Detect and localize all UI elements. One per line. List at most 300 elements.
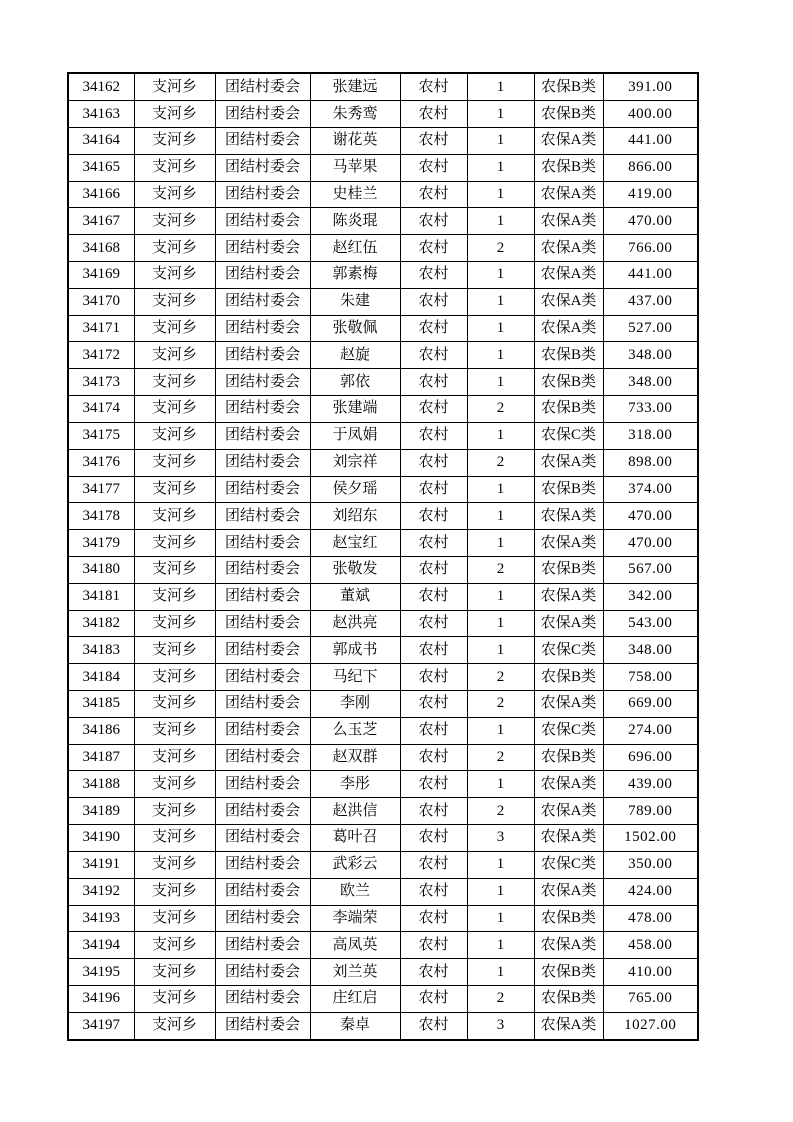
cell-count: 1 — [467, 315, 534, 342]
cell-count: 1 — [467, 530, 534, 557]
cell-record_id: 34163 — [68, 101, 134, 128]
cell-person_name: 谢花英 — [310, 127, 400, 154]
table-row — [68, 717, 698, 744]
table-row — [68, 905, 698, 932]
cell-village_committee: 团结村委会 — [215, 1012, 310, 1040]
cell-village_committee: 团结村委会 — [215, 932, 310, 959]
cell-count: 3 — [467, 825, 534, 852]
cell-record_id: 34187 — [68, 744, 134, 771]
cell-count: 1 — [467, 771, 534, 798]
cell-record_id: 34189 — [68, 798, 134, 825]
cell-amount_yuan: 274.00 — [603, 717, 698, 744]
cell-village_committee: 团结村委会 — [215, 262, 310, 289]
table-row — [68, 530, 698, 557]
cell-person_name: 董斌 — [310, 583, 400, 610]
cell-insurance_category: 农保A类 — [534, 1012, 603, 1040]
cell-township: 支河乡 — [134, 798, 215, 825]
cell-village_committee: 团结村委会 — [215, 396, 310, 423]
cell-township: 支河乡 — [134, 422, 215, 449]
cell-residence_type: 农村 — [400, 208, 467, 235]
cell-amount_yuan: 470.00 — [603, 503, 698, 530]
cell-person_name: 葛叶召 — [310, 825, 400, 852]
cell-amount_yuan: 439.00 — [603, 771, 698, 798]
cell-village_committee: 团结村委会 — [215, 154, 310, 181]
cell-residence_type: 农村 — [400, 878, 467, 905]
table-row — [68, 262, 698, 289]
cell-person_name: 李彤 — [310, 771, 400, 798]
cell-village_committee: 团结村委会 — [215, 637, 310, 664]
cell-amount_yuan: 342.00 — [603, 583, 698, 610]
cell-person_name: 马纪下 — [310, 664, 400, 691]
cell-person_name: 么玉芝 — [310, 717, 400, 744]
cell-amount_yuan: 350.00 — [603, 851, 698, 878]
records-table-body — [68, 73, 698, 1040]
cell-insurance_category: 农保C类 — [534, 717, 603, 744]
cell-insurance_category: 农保A类 — [534, 798, 603, 825]
table-row — [68, 342, 698, 369]
cell-person_name: 庄红启 — [310, 985, 400, 1012]
cell-person_name: 赵旋 — [310, 342, 400, 369]
cell-township: 支河乡 — [134, 825, 215, 852]
cell-amount_yuan: 696.00 — [603, 744, 698, 771]
cell-residence_type: 农村 — [400, 449, 467, 476]
cell-amount_yuan: 478.00 — [603, 905, 698, 932]
cell-count: 2 — [467, 556, 534, 583]
cell-residence_type: 农村 — [400, 476, 467, 503]
cell-person_name: 赵双群 — [310, 744, 400, 771]
cell-person_name: 武彩云 — [310, 851, 400, 878]
cell-residence_type: 农村 — [400, 315, 467, 342]
cell-residence_type: 农村 — [400, 154, 467, 181]
cell-record_id: 34178 — [68, 503, 134, 530]
cell-township: 支河乡 — [134, 208, 215, 235]
cell-township: 支河乡 — [134, 127, 215, 154]
cell-township: 支河乡 — [134, 556, 215, 583]
cell-record_id: 34185 — [68, 691, 134, 718]
cell-record_id: 34181 — [68, 583, 134, 610]
cell-township: 支河乡 — [134, 262, 215, 289]
cell-insurance_category: 农保B类 — [534, 905, 603, 932]
cell-person_name: 朱建 — [310, 288, 400, 315]
table-row — [68, 449, 698, 476]
cell-residence_type: 农村 — [400, 262, 467, 289]
table-row — [68, 771, 698, 798]
cell-count: 1 — [467, 342, 534, 369]
cell-insurance_category: 农保A类 — [534, 127, 603, 154]
cell-insurance_category: 农保B类 — [534, 369, 603, 396]
cell-amount_yuan: 866.00 — [603, 154, 698, 181]
table-row — [68, 288, 698, 315]
cell-residence_type: 农村 — [400, 530, 467, 557]
cell-village_committee: 团结村委会 — [215, 422, 310, 449]
cell-person_name: 李端荣 — [310, 905, 400, 932]
cell-village_committee: 团结村委会 — [215, 798, 310, 825]
cell-township: 支河乡 — [134, 315, 215, 342]
cell-count: 1 — [467, 959, 534, 986]
table-row — [68, 851, 698, 878]
cell-record_id: 34182 — [68, 610, 134, 637]
cell-record_id: 34175 — [68, 422, 134, 449]
cell-count: 2 — [467, 664, 534, 691]
cell-amount_yuan: 318.00 — [603, 422, 698, 449]
cell-amount_yuan: 669.00 — [603, 691, 698, 718]
table-row — [68, 503, 698, 530]
table-row — [68, 691, 698, 718]
cell-township: 支河乡 — [134, 583, 215, 610]
cell-count: 1 — [467, 262, 534, 289]
cell-township: 支河乡 — [134, 851, 215, 878]
cell-insurance_category: 农保A类 — [534, 315, 603, 342]
cell-count: 1 — [467, 127, 534, 154]
cell-record_id: 34188 — [68, 771, 134, 798]
cell-township: 支河乡 — [134, 985, 215, 1012]
table-row — [68, 744, 698, 771]
table-row — [68, 101, 698, 128]
cell-count: 1 — [467, 637, 534, 664]
table-row — [68, 1012, 698, 1040]
cell-residence_type: 农村 — [400, 985, 467, 1012]
table-row — [68, 637, 698, 664]
cell-residence_type: 农村 — [400, 905, 467, 932]
cell-person_name: 李刚 — [310, 691, 400, 718]
cell-township: 支河乡 — [134, 73, 215, 101]
cell-amount_yuan: 470.00 — [603, 530, 698, 557]
cell-person_name: 欧兰 — [310, 878, 400, 905]
cell-record_id: 34180 — [68, 556, 134, 583]
cell-record_id: 34165 — [68, 154, 134, 181]
cell-township: 支河乡 — [134, 503, 215, 530]
cell-person_name: 侯夕瑶 — [310, 476, 400, 503]
cell-residence_type: 农村 — [400, 932, 467, 959]
table-row — [68, 583, 698, 610]
cell-village_committee: 团结村委会 — [215, 825, 310, 852]
cell-person_name: 赵宝红 — [310, 530, 400, 557]
cell-person_name: 赵洪亮 — [310, 610, 400, 637]
cell-count: 1 — [467, 154, 534, 181]
cell-amount_yuan: 348.00 — [603, 637, 698, 664]
cell-record_id: 34179 — [68, 530, 134, 557]
cell-amount_yuan: 567.00 — [603, 556, 698, 583]
table-row — [68, 556, 698, 583]
cell-village_committee: 团结村委会 — [215, 905, 310, 932]
cell-count: 1 — [467, 288, 534, 315]
cell-person_name: 张敬发 — [310, 556, 400, 583]
cell-amount_yuan: 789.00 — [603, 798, 698, 825]
cell-amount_yuan: 391.00 — [603, 73, 698, 101]
cell-village_committee: 团结村委会 — [215, 851, 310, 878]
cell-amount_yuan: 733.00 — [603, 396, 698, 423]
cell-township: 支河乡 — [134, 691, 215, 718]
cell-person_name: 史桂兰 — [310, 181, 400, 208]
cell-township: 支河乡 — [134, 610, 215, 637]
cell-residence_type: 农村 — [400, 583, 467, 610]
cell-record_id: 34170 — [68, 288, 134, 315]
cell-residence_type: 农村 — [400, 637, 467, 664]
cell-person_name: 高凤英 — [310, 932, 400, 959]
table-row — [68, 208, 698, 235]
cell-insurance_category: 农保B类 — [534, 959, 603, 986]
cell-person_name: 刘绍东 — [310, 503, 400, 530]
table-row — [68, 878, 698, 905]
cell-residence_type: 农村 — [400, 825, 467, 852]
cell-insurance_category: 农保C类 — [534, 422, 603, 449]
cell-record_id: 34192 — [68, 878, 134, 905]
cell-record_id: 34191 — [68, 851, 134, 878]
cell-insurance_category: 农保B类 — [534, 154, 603, 181]
cell-village_committee: 团结村委会 — [215, 288, 310, 315]
cell-person_name: 马苹果 — [310, 154, 400, 181]
cell-count: 2 — [467, 235, 534, 262]
cell-residence_type: 农村 — [400, 181, 467, 208]
cell-record_id: 34186 — [68, 717, 134, 744]
cell-township: 支河乡 — [134, 905, 215, 932]
cell-township: 支河乡 — [134, 1012, 215, 1040]
cell-residence_type: 农村 — [400, 798, 467, 825]
cell-record_id: 34183 — [68, 637, 134, 664]
cell-record_id: 34173 — [68, 369, 134, 396]
cell-person_name: 赵红伍 — [310, 235, 400, 262]
cell-township: 支河乡 — [134, 959, 215, 986]
cell-village_committee: 团结村委会 — [215, 959, 310, 986]
cell-residence_type: 农村 — [400, 717, 467, 744]
cell-township: 支河乡 — [134, 449, 215, 476]
cell-township: 支河乡 — [134, 717, 215, 744]
cell-township: 支河乡 — [134, 288, 215, 315]
cell-residence_type: 农村 — [400, 101, 467, 128]
table-row — [68, 315, 698, 342]
cell-residence_type: 农村 — [400, 771, 467, 798]
cell-amount_yuan: 458.00 — [603, 932, 698, 959]
cell-count: 1 — [467, 181, 534, 208]
cell-township: 支河乡 — [134, 530, 215, 557]
cell-amount_yuan: 400.00 — [603, 101, 698, 128]
table-row — [68, 396, 698, 423]
cell-residence_type: 农村 — [400, 959, 467, 986]
cell-township: 支河乡 — [134, 342, 215, 369]
cell-insurance_category: 农保B类 — [534, 985, 603, 1012]
cell-township: 支河乡 — [134, 101, 215, 128]
cell-person_name: 赵洪信 — [310, 798, 400, 825]
cell-village_committee: 团结村委会 — [215, 583, 310, 610]
cell-amount_yuan: 766.00 — [603, 235, 698, 262]
cell-record_id: 34194 — [68, 932, 134, 959]
cell-residence_type: 农村 — [400, 422, 467, 449]
cell-residence_type: 农村 — [400, 396, 467, 423]
cell-amount_yuan: 1502.00 — [603, 825, 698, 852]
cell-record_id: 34190 — [68, 825, 134, 852]
table-row — [68, 985, 698, 1012]
table-row — [68, 798, 698, 825]
cell-count: 2 — [467, 798, 534, 825]
cell-township: 支河乡 — [134, 744, 215, 771]
cell-township: 支河乡 — [134, 235, 215, 262]
cell-person_name: 张建端 — [310, 396, 400, 423]
cell-amount_yuan: 410.00 — [603, 959, 698, 986]
cell-township: 支河乡 — [134, 878, 215, 905]
cell-count: 2 — [467, 691, 534, 718]
cell-count: 1 — [467, 73, 534, 101]
cell-record_id: 34168 — [68, 235, 134, 262]
cell-insurance_category: 农保A类 — [534, 262, 603, 289]
cell-count: 1 — [467, 932, 534, 959]
cell-amount_yuan: 765.00 — [603, 985, 698, 1012]
cell-insurance_category: 农保B类 — [534, 342, 603, 369]
table-row — [68, 825, 698, 852]
cell-record_id: 34174 — [68, 396, 134, 423]
cell-township: 支河乡 — [134, 154, 215, 181]
cell-count: 2 — [467, 449, 534, 476]
cell-insurance_category: 农保A类 — [534, 235, 603, 262]
table-row — [68, 422, 698, 449]
table-row — [68, 959, 698, 986]
cell-residence_type: 农村 — [400, 369, 467, 396]
cell-village_committee: 团结村委会 — [215, 127, 310, 154]
cell-residence_type: 农村 — [400, 127, 467, 154]
cell-record_id: 34193 — [68, 905, 134, 932]
cell-insurance_category: 农保C类 — [534, 637, 603, 664]
cell-person_name: 秦卓 — [310, 1012, 400, 1040]
cell-insurance_category: 农保A类 — [534, 878, 603, 905]
cell-person_name: 刘兰英 — [310, 959, 400, 986]
cell-village_committee: 团结村委会 — [215, 476, 310, 503]
cell-count: 3 — [467, 1012, 534, 1040]
cell-person_name: 刘宗祥 — [310, 449, 400, 476]
cell-amount_yuan: 374.00 — [603, 476, 698, 503]
cell-insurance_category: 农保A类 — [534, 610, 603, 637]
cell-insurance_category: 农保A类 — [534, 181, 603, 208]
cell-township: 支河乡 — [134, 476, 215, 503]
cell-insurance_category: 农保A类 — [534, 208, 603, 235]
cell-count: 1 — [467, 422, 534, 449]
cell-insurance_category: 农保A类 — [534, 825, 603, 852]
table-row — [68, 932, 698, 959]
cell-residence_type: 农村 — [400, 503, 467, 530]
cell-count: 1 — [467, 101, 534, 128]
cell-village_committee: 团结村委会 — [215, 208, 310, 235]
cell-village_committee: 团结村委会 — [215, 449, 310, 476]
cell-person_name: 朱秀鸾 — [310, 101, 400, 128]
cell-record_id: 34164 — [68, 127, 134, 154]
cell-village_committee: 团结村委会 — [215, 342, 310, 369]
cell-township: 支河乡 — [134, 369, 215, 396]
table-row — [68, 73, 698, 101]
table-row — [68, 154, 698, 181]
table-row — [68, 664, 698, 691]
table-row — [68, 610, 698, 637]
cell-count: 2 — [467, 396, 534, 423]
cell-village_committee: 团结村委会 — [215, 556, 310, 583]
cell-residence_type: 农村 — [400, 1012, 467, 1040]
cell-insurance_category: 农保A类 — [534, 583, 603, 610]
cell-count: 1 — [467, 851, 534, 878]
cell-village_committee: 团结村委会 — [215, 73, 310, 101]
welfare-records-table — [67, 72, 699, 1041]
cell-person_name: 郭素梅 — [310, 262, 400, 289]
cell-township: 支河乡 — [134, 771, 215, 798]
cell-record_id: 34166 — [68, 181, 134, 208]
cell-count: 2 — [467, 744, 534, 771]
cell-residence_type: 农村 — [400, 851, 467, 878]
cell-amount_yuan: 1027.00 — [603, 1012, 698, 1040]
cell-residence_type: 农村 — [400, 235, 467, 262]
table-row — [68, 181, 698, 208]
cell-amount_yuan: 758.00 — [603, 664, 698, 691]
cell-insurance_category: 农保A类 — [534, 691, 603, 718]
cell-amount_yuan: 527.00 — [603, 315, 698, 342]
cell-count: 1 — [467, 476, 534, 503]
cell-amount_yuan: 424.00 — [603, 878, 698, 905]
cell-record_id: 34177 — [68, 476, 134, 503]
cell-count: 1 — [467, 878, 534, 905]
cell-village_committee: 团结村委会 — [215, 664, 310, 691]
cell-village_committee: 团结村委会 — [215, 101, 310, 128]
cell-village_committee: 团结村委会 — [215, 181, 310, 208]
cell-person_name: 郭依 — [310, 369, 400, 396]
cell-person_name: 郭成书 — [310, 637, 400, 664]
cell-count: 1 — [467, 208, 534, 235]
cell-residence_type: 农村 — [400, 73, 467, 101]
cell-record_id: 34184 — [68, 664, 134, 691]
cell-insurance_category: 农保A类 — [534, 449, 603, 476]
cell-village_committee: 团结村委会 — [215, 235, 310, 262]
cell-person_name: 陈炎琨 — [310, 208, 400, 235]
cell-person_name: 于凤娟 — [310, 422, 400, 449]
cell-amount_yuan: 543.00 — [603, 610, 698, 637]
cell-residence_type: 农村 — [400, 288, 467, 315]
cell-insurance_category: 农保B类 — [534, 664, 603, 691]
cell-record_id: 34162 — [68, 73, 134, 101]
cell-residence_type: 农村 — [400, 691, 467, 718]
cell-count: 1 — [467, 503, 534, 530]
cell-village_committee: 团结村委会 — [215, 610, 310, 637]
cell-village_committee: 团结村委会 — [215, 878, 310, 905]
cell-record_id: 34172 — [68, 342, 134, 369]
cell-township: 支河乡 — [134, 396, 215, 423]
table-row — [68, 369, 698, 396]
cell-insurance_category: 农保A类 — [534, 288, 603, 315]
cell-village_committee: 团结村委会 — [215, 985, 310, 1012]
cell-person_name: 张敬佩 — [310, 315, 400, 342]
cell-village_committee: 团结村委会 — [215, 369, 310, 396]
cell-residence_type: 农村 — [400, 610, 467, 637]
cell-amount_yuan: 470.00 — [603, 208, 698, 235]
cell-residence_type: 农村 — [400, 744, 467, 771]
cell-count: 1 — [467, 583, 534, 610]
table-row — [68, 235, 698, 262]
cell-record_id: 34167 — [68, 208, 134, 235]
cell-insurance_category: 农保C类 — [534, 851, 603, 878]
cell-amount_yuan: 441.00 — [603, 262, 698, 289]
cell-insurance_category: 农保B类 — [534, 101, 603, 128]
cell-record_id: 34171 — [68, 315, 134, 342]
cell-village_committee: 团结村委会 — [215, 744, 310, 771]
cell-record_id: 34196 — [68, 985, 134, 1012]
cell-insurance_category: 农保A类 — [534, 530, 603, 557]
cell-village_committee: 团结村委会 — [215, 315, 310, 342]
cell-amount_yuan: 348.00 — [603, 369, 698, 396]
cell-amount_yuan: 441.00 — [603, 127, 698, 154]
cell-count: 2 — [467, 985, 534, 1012]
cell-insurance_category: 农保A类 — [534, 771, 603, 798]
cell-record_id: 34195 — [68, 959, 134, 986]
cell-count: 1 — [467, 905, 534, 932]
cell-village_committee: 团结村委会 — [215, 717, 310, 744]
cell-insurance_category: 农保B类 — [534, 396, 603, 423]
cell-township: 支河乡 — [134, 664, 215, 691]
cell-amount_yuan: 348.00 — [603, 342, 698, 369]
cell-insurance_category: 农保A类 — [534, 932, 603, 959]
cell-record_id: 34169 — [68, 262, 134, 289]
